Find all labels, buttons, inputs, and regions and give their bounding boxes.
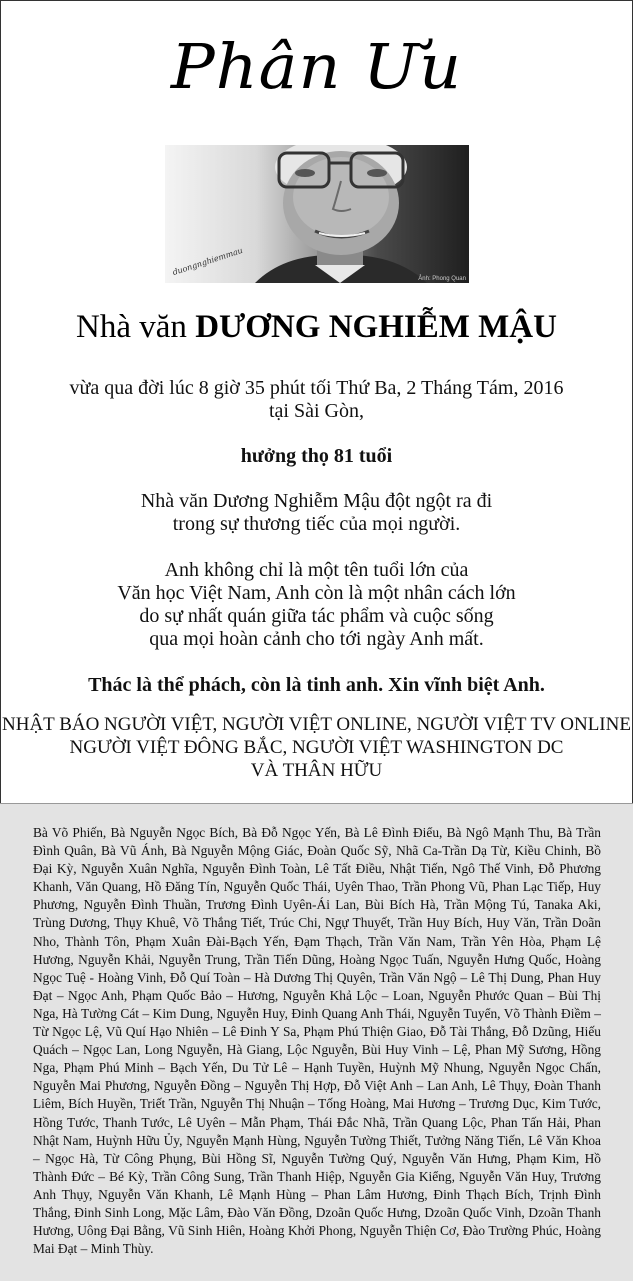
age-line: hưởng thọ 81 tuổi [240, 445, 393, 467]
signatory-line: NGƯỜI VIỆT ĐÔNG BẮC, NGƯỜI VIỆT WASHINGTON DC [69, 737, 564, 758]
paragraph1-line: trong sự thương tiếc của mọi người. [172, 513, 461, 535]
paragraph2-line: Anh không chỉ là một tên tuổi lớn của [164, 559, 469, 581]
paragraph2-line: do sự nhất quán giữa tác phẩm và cuộc sống [139, 605, 494, 627]
passing-line-1: vừa qua đời lúc 8 giờ 35 phút tối Thứ Ba, 2 Tháng Tám, 2016 [69, 377, 564, 399]
farewell-line: Thác là thể phách, còn là tinh anh. Xin vĩnh biệt Anh. [88, 674, 545, 696]
page-title: Phân Ưu [170, 30, 463, 103]
paragraph2-line: Văn học Việt Nam, Anh còn là một nhân cách lớn [117, 582, 516, 604]
passing-line-2: tại Sài Gòn, [269, 400, 364, 422]
signatory-line: NHẬT BÁO NGƯỜI VIỆT, NGƯỜI VIỆT ONLINE, NGƯỜI VIỆT TV ONLINE [2, 714, 631, 735]
name-prefix: Nhà văn [76, 309, 187, 345]
photo-signature: duongnghiemmau [171, 245, 244, 278]
name-bold: DƯƠNG NGHIỄM MẬU [195, 309, 557, 345]
photo-credit: Ảnh: Phong Quan [418, 276, 466, 282]
paragraph1-line: Nhà văn Dương Nghiễm Mậu đột ngột ra đi [140, 490, 493, 512]
donor-list: Bà Võ Phiến, Bà Nguyễn Ngọc Bích, Bà Đỗ Ngọc Yến, Bà Lê Đình Điểu, Bà Ngô Mạnh Thu, Bà Trần Đình Quân, Bà Vũ Ánh, Bà Nguyễn Mộng Giác, Đoàn Quốc Sỹ, Nhã Ca-Trần Dạ Từ, Kiều Chinh, Bồ Đại Kỳ, Nguyễn Xuân Nghĩa, Nguyễn Đình Toàn, Lê Tất Điều, Nhật Tiến, Ngô Thế Vinh, Đỗ Phương Khanh, Văn Quang, Hồ Đăng Tín, Nguyễn Quốc Thái, Uyên Thao, Trần Phong Vũ, Phan Lạc Tiếp, Huy Phương, Nguyễn Đình Thuần, Trương Đình Uyên-Ái Lan, Bùi Bích Hà, Trần Mộng Tú, Tanaka Aki, Trùng Dương, Thụy Khuê, Võ Thắng Tiết, Trúc Chi, Ngự Thuyết, Trần Huy Bích, Huy Văn, Trần Doãn Nho, Thành Tôn, Phạm Xuân Đài-Bạch Yến, Đạm Thạch, Trần Văn Nam, Trần Yên Hòa, Phạm Lệ Hương, Nguyễn Khải, Nguyễn Trung, Trần Tiến Dũng, Hoàng Ngọc Tuấn, Nguyễn Hưng Quốc, Hoàng Ngọc Tuệ - Hoàng Vinh, Đỗ Quí Toàn – Hà Dương Thị Quyên, Trần Văn Ngộ – Lê Thị Dung, Phan Huy Đạt – Ngọc Anh, Phạm Quốc Bảo – Hương, Nguyễn Khả Lộc – Loan, Nguyễn Phước Quan – Bùi Thị Nga, Hà Tường Cát – Kim Dung, Nguyễn Huy, Đinh Quang Anh Thái, Nguyễn Tuyển, Võ Thành Điềm – Từ Ngọc Lệ, Vũ Quí Hạo Nhiên – Lê Đinh Y Sa, Phạm Phú Thiện Giao, Đỗ Tài Thắng, Đỗ Dzũng, Hiếu Quách – Ngọc Lan, Long Nguyễn, Hà Giang, Lộc Nguyễn, Bùi Huy Vinh – Lệ, Phan Mỹ Sương, Hồng Nga, Phạm Phú Minh – Bạch Yến, Du Tử Lê – Hạnh Tuyền, Huỳnh Mỹ Nhung, Nguyễn Ngọc Chấn, Nguyễn Mai Phương, Nguyễn Đồng – Nguyễn Thị Hợp, Đỗ Việt Anh – Lan Anh, Lê Thụy, Đoàn Thanh Liêm, Bích Huyền, Triết Trần, Nguyễn Thị Nhuận – Tống Hoàng, Mai Hương – Trương Dục, Kim Tước, Hồng Tước, Thanh Tước, Lê Uyên – Mẫn Phạm, Thái Đắc Nhã, Trần Quang Lộc, Phan Tấn Hải, Phan Nhật Nam, Huỳnh Hữu Ủy, Nguyễn Mạnh Hùng, Nguyễn Tường Thiết, Tưởng Năng Tiến, Lê Văn Khoa – Ngọc Hà, Từ Công Phụng, Bùi Hồng Sĩ, Nguyễn Tường Quý, Nguyễn Văn Hưng, Phạm Kim, Hồ Thành Đức – Bé Kỳ, Trần Công Sung, Trần Thanh Hiệp, Nguyễn Gia Kiểng, Nguyễn Văn Huy, Trương Anh Thụy, Nguyễn Văn Khanh, Lê Mạnh Hùng – Phan Lâm Hương, Đinh Thạch Bích, Trịnh Đình Thắng, Đinh Sinh Long, Mặc Lâm, Đào Văn Đồng, Dzoãn Quốc Hưng, Dzoãn Quốc Vinh, Dzoãn Thanh Hương, Uông Đại Bằng, Vũ Sinh Hiên, Hoàng Khởi Phong, Nguyễn Thiện Cơ, Đào Trường Phúc, Hoàng Mai Đạt – Minh Thùy. [33, 825, 601, 1257]
signatory-line: VÀ THÂN HỮU [250, 760, 383, 781]
donor-list-section [0, 803, 633, 1281]
deceased-name [0, 309, 633, 346]
portrait-photo [165, 145, 469, 283]
paragraph2-line: qua mọi hoàn cảnh cho tới ngày Anh mất. [149, 628, 484, 650]
